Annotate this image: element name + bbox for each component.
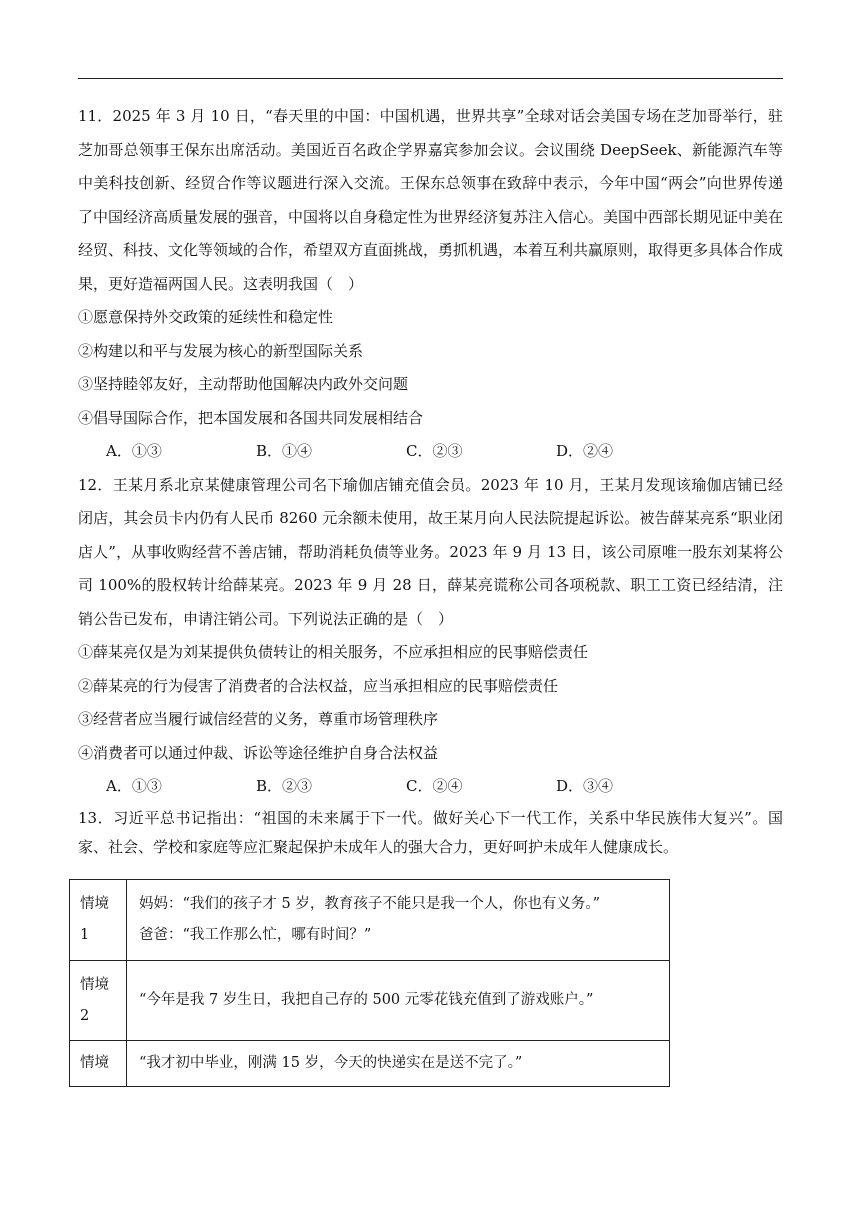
q11-choice-a[interactable]: A．①③ xyxy=(106,442,162,460)
q11-option-3: ③坚持睦邻友好，主动帮助他国解决内政外交问题 xyxy=(78,375,409,393)
scenario-row-1 xyxy=(70,880,670,961)
q12-option-4: ④消费者可以通过仲裁、诉讼等途径维护自身合法权益 xyxy=(78,743,439,762)
header-rule xyxy=(78,78,783,79)
q11-option-4: ④倡导国际合作，把本国发展和各国共同发展相结合 xyxy=(78,408,424,427)
q11-option-2: ②构建以和平与发展为核心的新型国际关系 xyxy=(78,341,364,360)
scenario-3-line-1: “我才初中毕业，刚满 15 岁，今天的快递实在是送不完了。” xyxy=(139,1055,523,1071)
scenario-1-text xyxy=(127,880,670,961)
question-13-stem: 13．习近平总书记指出：“祖国的未来属于下一代。做好关心下一代工作，关系中华民族伟大复兴”。国家、社会、学校和家庭等应汇聚起保护未成年人的强大合力，更好呵护未成年人健康成长。 xyxy=(78,808,783,856)
scenario-table xyxy=(69,879,670,1087)
question-11-stem: 11．2025 年 3 月 10 日，“春天里的中国：中国机遇，世界共享”全球对话会美国专场在芝加哥举行，驻芝加哥总领事王保东出席活动。美国近百名政企学界嘉宾参加会议。会议围绕 DeepSeek、新能源汽车等中美科技创新、经贸合作等议题进行深入交流。王保东总领事在致辞中表示，今年中国“两会”向世界传递了中国经济高质量发展的强音，中国将以自身稳定性为世界经济复苏注入信心。美国中西部长期见证中美在经贸、科技、文化等领域的合作，希望双方直面挑战，勇抓机遇，本着互利共赢原则，取得更多具体合作成果，更好造福两国人民。这表明我国（ ） xyxy=(78,107,784,293)
q12-option-2: ②薛某亮的行为侵害了消费者的合法权益，应当承担相应的民事赔偿责任 xyxy=(78,676,559,695)
q12-option-3: ③经营者应当履行诚信经营的义务，尊重市场管理秩序 xyxy=(78,710,439,728)
q12-choice-d[interactable]: D．③④ xyxy=(556,777,614,795)
q11-choice-c[interactable]: C．②③ xyxy=(406,442,463,460)
scenario-3-text xyxy=(127,1041,670,1087)
scenario-row-3 xyxy=(70,1041,670,1087)
q11-choice-b[interactable]: B．①④ xyxy=(256,442,313,460)
scenario-2-line-1: “今年是我 7 岁生日，我把自己存的 500 元零花钱充值到了游戏账户。” xyxy=(139,992,594,1008)
scenario-row-2 xyxy=(70,961,670,1041)
q11-option-1: ①愿意保持外交政策的延续性和稳定性 xyxy=(78,308,334,326)
q12-choice-a[interactable]: A．①③ xyxy=(106,777,162,795)
scenario-3-label: 情境 xyxy=(70,1041,127,1087)
question-12-stem: 12．王某月系北京某健康管理公司名下瑜伽店铺充值会员。2023 年 10 月，王某月发现该瑜伽店铺已经闭店，其会员卡内仍有人民币 8260 元余额未使用，故王某月向人民法院提起诉讼。被告薛某亮系“职业闭店人”，从事收购经营不善店铺，帮助消耗负债等业务。2023 年 9 月 13 日，该公司原唯一股东刘某将公司 100%的股权转计给薛某亮。2023 年 9 月 28 日，薛某亮谎称公司各项税款、职工工资已经结清，注销公告已发布，申请注销公司。下列说法正确的是（ ） xyxy=(78,475,783,628)
scenario-1-line-2: 爸爸：“我工作那么忙，哪有时间？” xyxy=(139,927,372,943)
scenario-1-label: 情境 1 xyxy=(70,880,127,961)
document-body xyxy=(78,100,783,862)
q12-choices xyxy=(78,770,783,804)
scenario-1-line-1: 妈妈：“我们的孩子才 5 岁，教育孩子不能只是我一个人，你也有义务。” xyxy=(139,896,601,912)
q11-choice-d[interactable]: D．②④ xyxy=(556,442,614,460)
q12-choice-c[interactable]: C．②④ xyxy=(406,777,463,795)
q12-choice-b[interactable]: B．②③ xyxy=(256,777,313,795)
scenario-2-text xyxy=(127,961,670,1041)
q11-choices xyxy=(78,435,783,469)
q12-option-1: ①薛某亮仅是为刘某提供负债转让的相关服务，不应承担相应的民事赔偿责任 xyxy=(78,643,589,661)
scenario-2-label: 情境 2 xyxy=(70,961,127,1041)
